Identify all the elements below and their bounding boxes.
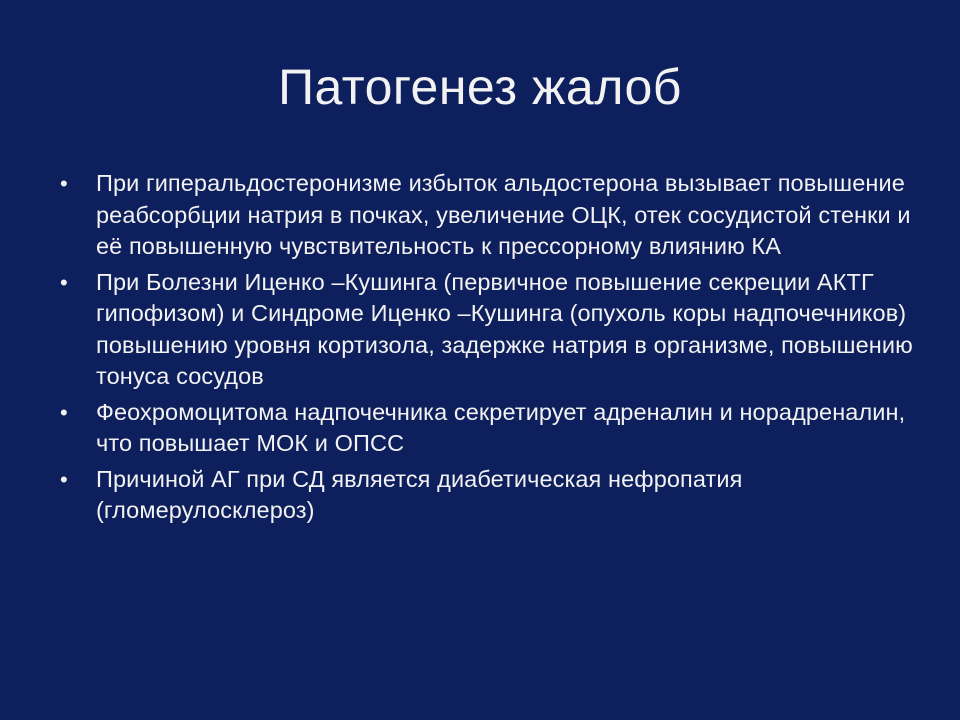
bullet-item-1 xyxy=(60,168,920,263)
bullet-item-2 xyxy=(60,267,920,393)
bullet-item-4 xyxy=(60,464,920,527)
bullet-text-1: При гиперальдостеронизме избыток альдостерона вызывает повышение реабсорбции натрия в почках, увеличение ОЦК, отек сосудистой стенки и её повышенную чувствительность к прессорному влиянию КА xyxy=(96,170,911,259)
bullet-text-2: При Болезни Иценко –Кушинга (первичное повышение секреции АКТГ гипофизом) и Синдроме Иценко –Кушинга (опухоль коры надпочечников) повышению уровня кортизола, задержке натрия в организме, повышению тонуса сосудов xyxy=(96,268,913,389)
bullet-dot-icon: • xyxy=(60,399,68,425)
bullet-dot-icon: • xyxy=(60,171,68,196)
slide-title: Патогенез жалоб xyxy=(278,59,682,115)
bullet-list xyxy=(60,168,920,531)
bullet-text-4: Причиной АГ при СД является диабетическая нефропатия (гломерулосклероз) xyxy=(96,465,743,523)
bullet-item-3 xyxy=(60,397,920,460)
bullet-text-3: Феохромоцитома надпочечника секретирует адреналин и норадреналин, что повышает МОК и ОПСС xyxy=(96,398,906,456)
bullet-dot-icon: • xyxy=(60,466,68,492)
bullet-dot-icon: • xyxy=(60,269,68,295)
